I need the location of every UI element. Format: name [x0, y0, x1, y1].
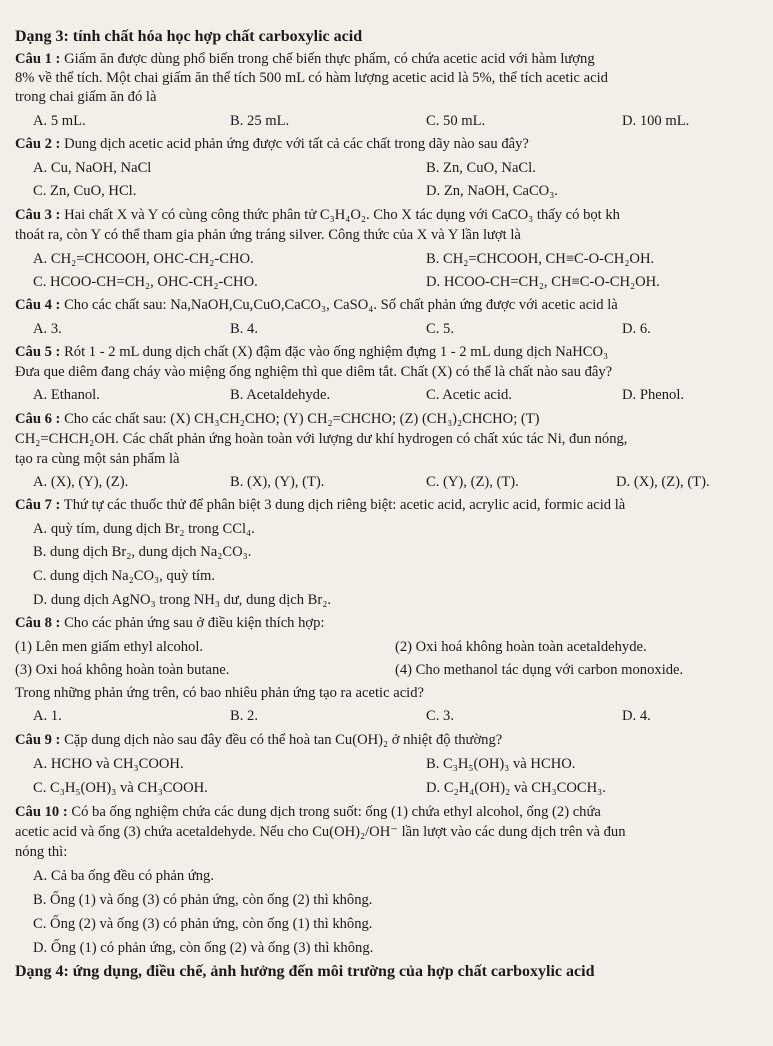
option-d: D. dung dịch AgNO₃ trong NH₃ dư, dung dịch Br₂. — [33, 592, 332, 608]
option-c: C. dung dịch Na₂CO₃, quỳ tím. — [33, 568, 216, 584]
option-c: C. 5. — [426, 321, 454, 337]
question-label: Câu 1 : — [15, 51, 61, 67]
question-6 — [15, 410, 540, 429]
option-a: A. Cả ba ống đều có phản ứng. — [33, 868, 214, 884]
question-text: Đưa que diêm đang cháy vào miệng ống nghiệm thì que diêm tắt. Chất (X) có thể là chất nào sau đây? — [15, 364, 613, 380]
question-label: Câu 7 : — [15, 497, 61, 513]
option-d: D. Phenol. — [622, 387, 685, 403]
question-text: Cho các chất sau: Na,NaOH,Cu,CuO,CaCO₃, CaSO₄. Số chất phản ứng được với acetic acid là — [64, 297, 618, 313]
option-c: C. 3. — [426, 708, 454, 724]
option-b: B. Ống (1) và ống (3) có phản ứng, còn ống (2) thì không. — [33, 892, 373, 908]
option-b: B. 25 mL. — [230, 113, 290, 129]
option-a: A. 3. — [33, 321, 62, 337]
option-b: B. 4. — [230, 321, 258, 337]
section-heading: Dạng 3: tính chất hóa học hợp chất carboxylic acid — [15, 28, 363, 45]
option-d: D. (X), (Z), (T). — [616, 474, 710, 490]
question-7 — [15, 496, 625, 515]
question-4 — [15, 296, 618, 315]
question-label: Câu 8 : — [15, 615, 61, 631]
option-b: B. (X), (Y), (T). — [230, 474, 325, 490]
question-text: 8% về thể tích. Một chai giấm ăn thể tích 500 mL có hàm lượng acetic acid là 5%, thể tích acetic acid — [15, 70, 608, 86]
option-d: D. Zn, NaOH, CaCO₃. — [426, 183, 558, 199]
option-a: A. quỳ tím, dung dịch Br₂ trong CCl₄. — [33, 521, 255, 537]
option-a: A. 1. — [33, 708, 62, 724]
question-label: Câu 6 : — [15, 411, 61, 427]
question-text: CH₂=CHCH₂OH. Các chất phản ứng hoàn toàn với lượng dư khí hydrogen có chất xúc tác Ni, đun nóng, — [15, 431, 628, 447]
option-d: D. HCOO-CH=CH₂, CH≡C-O-CH₂OH. — [426, 274, 660, 290]
option-d: D. 4. — [622, 708, 651, 724]
question-text: Dung dịch acetic acid phản ứng được với tất cả các chất trong dãy nào sau đây? — [64, 136, 529, 152]
option-c: C. (Y), (Z), (T). — [426, 474, 519, 490]
option-b: B. Acetaldehyde. — [230, 387, 331, 403]
option-c: C. HCOO-CH=CH₂, OHC-CH₂-CHO. — [33, 274, 258, 290]
question-text: Cho các phản ứng sau ở điều kiện thích hợp: — [64, 615, 325, 631]
question-8 — [15, 614, 325, 633]
option-d: D. 6. — [622, 321, 651, 337]
option-d: D. C₂H₄(OH)₂ và CH₃COCH₃. — [426, 780, 606, 796]
question-label: Câu 4 : — [15, 297, 61, 313]
question-text: Hai chất X và Y có cùng công thức phân tử C₃H₄O₂. Cho X tác dụng với CaCO₃ thấy có bọt kh — [64, 207, 620, 223]
question-text: acetic acid và ống (3) chứa acetaldehyde. Nếu cho Cu(OH)₂/OH⁻ lần lượt vào các dung dịch trên và đun — [15, 824, 626, 840]
question-3 — [15, 206, 620, 225]
question-label: Câu 10 : — [15, 804, 68, 820]
question-text: Thứ tự các thuốc thử để phân biệt 3 dung dịch riêng biệt: acetic acid, acrylic acid, formic acid là — [63, 497, 626, 513]
option-b: B. dung dịch Br₂, dung dịch Na₂CO₃. — [33, 544, 252, 560]
option-a: A. HCHO và CH₃COOH. — [33, 756, 184, 772]
option-c: C. Ống (2) và ống (3) có phản ứng, còn ống (1) thì không. — [33, 916, 373, 932]
question-9 — [15, 731, 502, 750]
option-c: C. Acetic acid. — [426, 387, 512, 403]
option-a: A. 5 mL. — [33, 113, 86, 129]
option-b: B. C₃H₅(OH)₃ và HCHO. — [426, 756, 576, 772]
question-label: Câu 3 : — [15, 207, 61, 223]
option-a: A. CH₂=CHCOOH, OHC-CH₂-CHO. — [33, 251, 254, 267]
question-text: nóng thì: — [15, 844, 68, 860]
next-section-heading: Dạng 4: ứng dụng, điều chế, ảnh hưởng đến môi trường của hợp chất carboxylic acid — [15, 963, 595, 980]
option-a: A. (X), (Y), (Z). — [33, 474, 129, 490]
question-text: Rót 1 - 2 mL dung dịch chất (X) đậm đặc vào ống nghiệm đựng 1 - 2 mL dung dịch NaHCO₃ — [64, 344, 609, 360]
question-label: Câu 9 : — [15, 732, 61, 748]
reaction-item: (3) Oxi hoá không hoàn toàn butane. — [15, 662, 230, 678]
option-d: D. Ống (1) có phản ứng, còn ống (2) và ống (3) thì không. — [33, 940, 374, 956]
question-10 — [15, 803, 601, 822]
option-c: C. 50 mL. — [426, 113, 486, 129]
option-b: B. 2. — [230, 708, 258, 724]
question-text: Trong những phản ứng trên, có bao nhiêu phản ứng tạo ra acetic acid? — [15, 685, 424, 701]
option-d: D. 100 mL. — [622, 113, 690, 129]
question-5 — [15, 343, 608, 362]
question-text: Giấm ăn được dùng phổ biến trong chế biến thực phẩm, có chứa acetic acid với hàm lượng — [64, 51, 595, 67]
option-b: B. CH₂=CHCOOH, CH≡C-O-CH₂OH. — [426, 251, 655, 267]
question-2 — [15, 135, 529, 154]
question-text: Cho các chất sau: (X) CH₃CH₂CHO; (Y) CH₂=CHCHO; (Z) (CH₃)₂CHCHO; (T) — [64, 411, 540, 427]
question-text: tạo ra cùng một sản phẩm là — [15, 451, 180, 467]
option-b: B. Zn, CuO, NaCl. — [426, 160, 536, 176]
question-text: thoát ra, còn Y có thể tham gia phản ứng tráng silver. Công thức của X và Y lần lượt là — [15, 227, 521, 243]
question-text: Có ba ống nghiệm chứa các dung dịch trong suốt: ống (1) chứa ethyl alcohol, ống (2) chứa — [71, 804, 601, 820]
question-text: trong chai giấm ăn đó là — [15, 89, 157, 105]
reaction-item: (4) Cho methanol tác dụng với carbon monoxide. — [395, 662, 684, 678]
option-a: A. Cu, NaOH, NaCl — [33, 160, 152, 176]
option-c: C. C₃H₅(OH)₃ và CH₃COOH. — [33, 780, 208, 796]
option-c: C. Zn, CuO, HCl. — [33, 183, 137, 199]
option-a: A. Ethanol. — [33, 387, 100, 403]
question-label: Câu 5 : — [15, 344, 61, 360]
reaction-item: (2) Oxi hoá không hoàn toàn acetaldehyde. — [395, 639, 647, 655]
question-label: Câu 2 : — [15, 136, 61, 152]
question-text: Cặp dung dịch nào sau đây đều có thể hoà tan Cu(OH)₂ ở nhiệt độ thường? — [64, 732, 503, 748]
question-1 — [15, 50, 595, 69]
reaction-item: (1) Lên men giấm ethyl alcohol. — [15, 639, 204, 655]
